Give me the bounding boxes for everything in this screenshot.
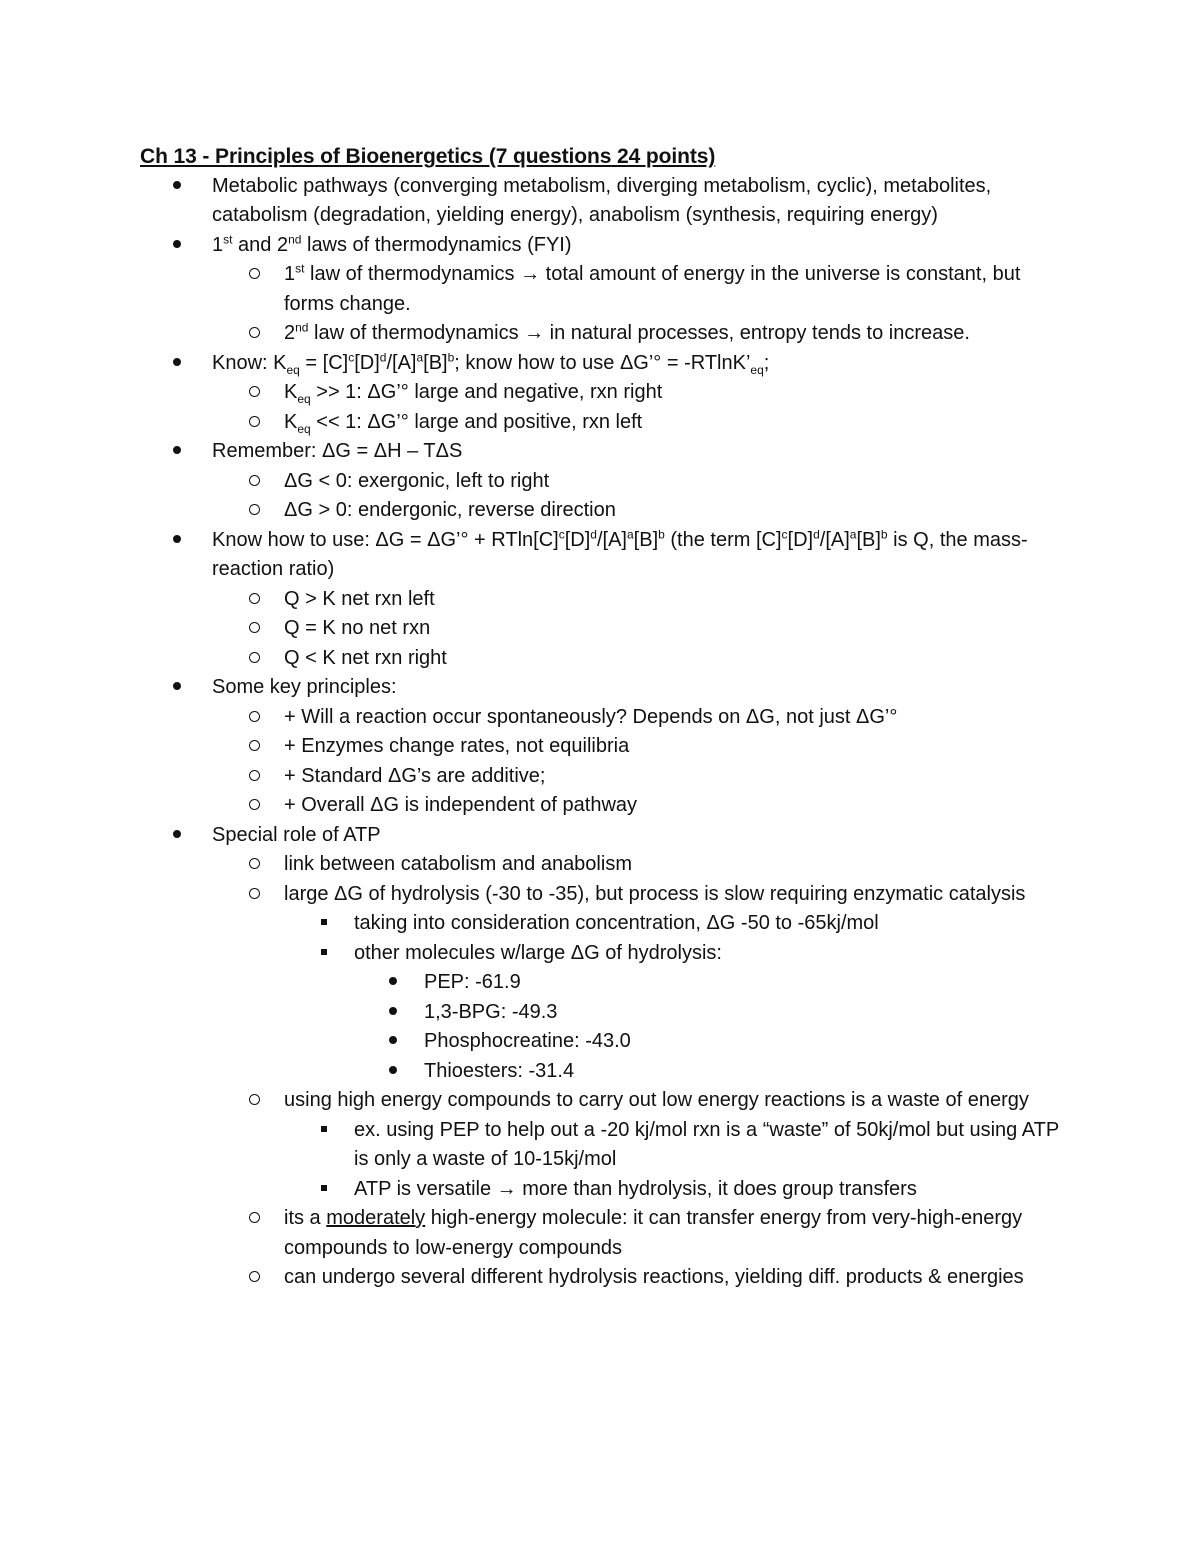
bullet-disc-icon	[389, 1027, 397, 1057]
list-item: Q = K no net rxn	[212, 614, 1070, 644]
sub-list	[212, 585, 1070, 674]
sub-list	[354, 968, 1070, 1086]
bullet-circle-icon	[249, 880, 260, 910]
study-guide	[140, 142, 1070, 1293]
sub-list	[212, 467, 1070, 526]
sub-list	[284, 909, 1070, 1086]
list-item: its a moderately high-energy molecule: it can transfer energy from very-high-energy compounds to low-energy compounds	[212, 1204, 1070, 1263]
list-item: $K_{eq} >> 1$: ΔG’° large and negative, rxn right	[212, 378, 1070, 408]
bullet-square-icon	[321, 939, 327, 969]
bullet-disc-icon	[389, 968, 397, 998]
list-item: other molecules w/large ΔG of hydrolysis: PEP: -61.9 1,3-BPG: -49.3 Phosphocreatine: -43.0 Thioesters: -31.4	[284, 939, 1070, 1087]
list-item: using high energy compounds to carry out low energy reactions is a waste of energy ex. using PEP to help out a -20 kj/mol rxn is a “waste” of 50kj/mol but using ATP is only a waste of 10-15kj/mol ATP is versatile → more than hydrolysis, it does group transfers	[212, 1086, 1070, 1204]
list-item: Some key principles: + Will a reaction occur spontaneously? Depends on ΔG, not just ΔG’° + Enzymes change rates, not equilibria + Standard ΔG’s are additive; + Overall ΔG is independent of pathway	[140, 673, 1070, 821]
sub-list	[212, 260, 1070, 349]
section-title: Ch 13 - Principles of Bioenergetics (7 questions 24 points)	[140, 145, 716, 168]
bullet-circle-icon	[249, 378, 260, 408]
bullet-disc-icon	[389, 1057, 397, 1087]
bullet-circle-icon	[249, 496, 260, 526]
bullet-square-icon	[321, 1175, 327, 1205]
list-item: ΔG > 0: endergonic, reverse direction	[212, 496, 1070, 526]
list-item: 1st and 2nd laws of thermodynamics (FYI) 1st law of thermodynamics → total amount of energy in the universe is constant, but forms change. 2nd law of thermodynamics → in natural processes, entropy tends to increase.	[140, 231, 1070, 349]
bullet-circle-icon	[249, 467, 260, 497]
bullet-square-icon	[321, 1116, 327, 1146]
bullet-disc-icon	[389, 998, 397, 1028]
list-item: Q > K net rxn left	[212, 585, 1070, 615]
list-item: 2nd law of thermodynamics → in natural processes, entropy tends to increase.	[212, 319, 1070, 349]
list-item: PEP: -61.9	[354, 968, 1070, 998]
list-item: + Enzymes change rates, not equilibria	[212, 732, 1070, 762]
bullet-disc-icon	[173, 172, 181, 202]
bullet-circle-icon	[249, 319, 260, 349]
list-item: Q < K net rxn right	[212, 644, 1070, 674]
list-item: Special role of ATP link between catabolism and anabolism large ΔG of hydrolysis (-30 to -35), but process is slow requiring enzymatic catalysis taking into consideration concentration, ΔG -50 to -65kj/mol other molecules w/large ΔG of hydrolysis: PEP: -61.9 1,3-BPG: -49.3 Phosphocreatine: -43.0 Thioesters: -31.4 using high energy compounds to carry out low energy reactions is a waste of energy ex. using PEP to help out a -20 kj/mol rxn is a “waste” of 50kj/mol but using ATP is only a waste of 10-15kj/mol ATP is versatile → more than hydrolysis, it does group transfers its a moderately high-energy molecule: it can transfer energy from very-high-energy compounds to low-energy compounds can undergo several different hydrolysis reactions, yielding diff. products & energies	[140, 821, 1070, 1293]
bullet-disc-icon	[173, 821, 181, 851]
list-item: Know how to use: ΔG = ΔG’° + $RTln[C]^c[D]^d/[A]^a[B]^b$ (the term $[C]^c[D]^d/[A]^a[B]^b$ is Q, the mass-reaction ratio) Q > K net rxn left Q = K no net rxn Q < K net rxn right	[140, 526, 1070, 674]
bullet-circle-icon	[249, 644, 260, 674]
sub-list	[212, 850, 1070, 1293]
list-item: Remember: ΔG = ΔH – TΔS ΔG < 0: exergonic, left to right ΔG > 0: endergonic, reverse direction	[140, 437, 1070, 526]
list-item: Phosphocreatine: -43.0	[354, 1027, 1070, 1057]
bullet-circle-icon	[249, 850, 260, 880]
list-item: Metabolic pathways (converging metabolism, diverging metabolism, cyclic), metabolites, catabolism (degradation, yielding energy), anabolism (synthesis, requiring energy)	[140, 172, 1070, 231]
bullet-disc-icon	[173, 231, 181, 261]
list-item: + Overall ΔG is independent of pathway	[212, 791, 1070, 821]
sub-list	[284, 1116, 1070, 1205]
list-item: Thioesters: -31.4	[354, 1057, 1070, 1087]
sub-list	[212, 378, 1070, 437]
list-item: + Will a reaction occur spontaneously? Depends on ΔG, not just ΔG’°	[212, 703, 1070, 733]
sub-list	[212, 703, 1070, 821]
list-item: $K_{eq} << 1$: ΔG’° large and positive, rxn left	[212, 408, 1070, 438]
bullet-disc-icon	[173, 526, 181, 556]
bullet-disc-icon	[173, 673, 181, 703]
list-item: ex. using PEP to help out a -20 kj/mol rxn is a “waste” of 50kj/mol but using ATP is only a waste of 10-15kj/mol	[284, 1116, 1070, 1175]
list-item: taking into consideration concentration, ΔG -50 to -65kj/mol	[284, 909, 1070, 939]
bullet-circle-icon	[249, 408, 260, 438]
list-item: link between catabolism and anabolism	[212, 850, 1070, 880]
bullet-circle-icon	[249, 703, 260, 733]
topic-list	[140, 172, 1070, 1293]
list-item: large ΔG of hydrolysis (-30 to -35), but process is slow requiring enzymatic catalysis taking into consideration concentration, ΔG -50 to -65kj/mol other molecules w/large ΔG of hydrolysis: PEP: -61.9 1,3-BPG: -49.3 Phosphocreatine: -43.0 Thioesters: -31.4	[212, 880, 1070, 1087]
list-item: can undergo several different hydrolysis reactions, yielding diff. products & energies	[212, 1263, 1070, 1293]
bullet-circle-icon	[249, 791, 260, 821]
bullet-disc-icon	[173, 349, 181, 379]
bullet-circle-icon	[249, 1204, 260, 1234]
bullet-circle-icon	[249, 260, 260, 290]
list-item: 1st law of thermodynamics → total amount of energy in the universe is constant, but forms change.	[212, 260, 1070, 319]
list-item: ΔG < 0: exergonic, left to right	[212, 467, 1070, 497]
bullet-circle-icon	[249, 762, 260, 792]
bullet-circle-icon	[249, 1263, 260, 1293]
bullet-circle-icon	[249, 585, 260, 615]
bullet-circle-icon	[249, 614, 260, 644]
list-item: Know: $K_{eq} = [C]^c[D]^d/[A]^a[B]^b$; know how to use ΔG’° = $-RTlnK’_{eq}$; $K_{eq} >> 1$: ΔG’° large and negative, rxn right $K_{eq} << 1$: ΔG’° large and positive, rxn left	[140, 349, 1070, 438]
bullet-disc-icon	[173, 437, 181, 467]
bullet-circle-icon	[249, 1086, 260, 1116]
underlined-word: moderately	[326, 1207, 426, 1229]
bullet-square-icon	[321, 909, 327, 939]
bullet-circle-icon	[249, 732, 260, 762]
list-item: 1,3-BPG: -49.3	[354, 998, 1070, 1028]
list-item: + Standard ΔG’s are additive;	[212, 762, 1070, 792]
list-item: ATP is versatile → more than hydrolysis, it does group transfers	[284, 1175, 1070, 1205]
